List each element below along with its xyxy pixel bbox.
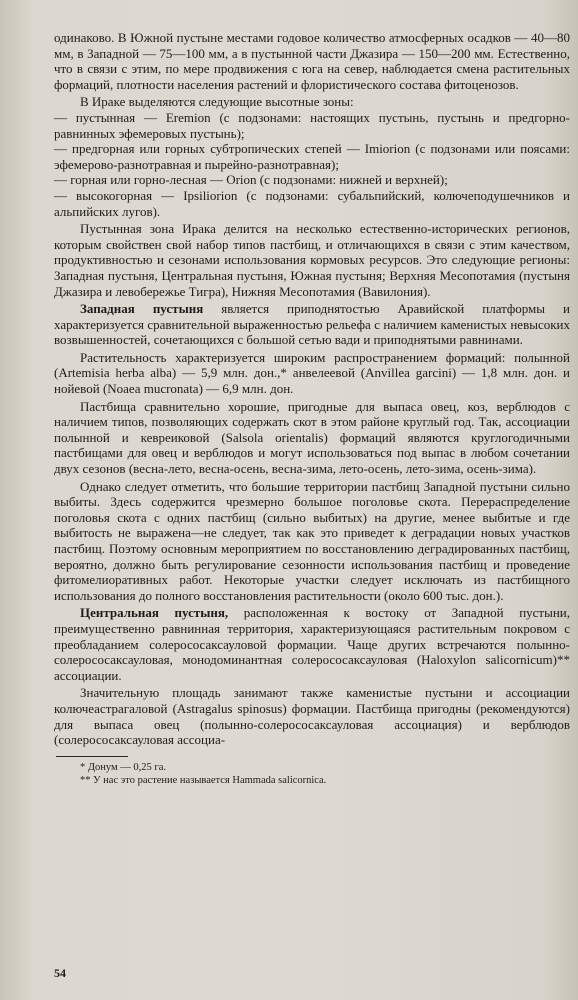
zone-item-desert: — пустынная — Eremion (с подзонами: настоящих пустынь, пустынь и предгорно-равнинных эфемеровых пустынь); [54,109,570,141]
footnote-1: * Донум — 0,25 га. [80,761,167,773]
paragraph-1: одинаково. В Южной пустыне местами годовое количество атмосферных осадков — 40—80 мм, в Западной — 75—100 мм, а в пустынной части Джазира — 150—200 мм. Естественно, что в связи с этим, по мере продвижения с юга на север, наблюдается смена растительных формаций, плотности населения растений и флористического состава фитоценозов. [54,30,570,92]
paragraph-vegetation: Растительность характеризуется широким распространением формаций: полынной (Artemisia herba alba) — 5,9 млн. дон.,* анвелеевой (Anvillea garcini) — 1,8 млн. дон. и нойевой (Noaea mucronata) — 6,9 млн. дон. [54,349,570,397]
paragraph-western-desert [54,301,570,348]
paragraph-stony-deserts: Значительную площадь занимают также каменистые пустыни и ассоциации колючеастрагаловой (Astragalus spinosus) формации. Пастбища пригодны (рекомендуются) для выпаса овец (полынно-солерососаксауловая ассоциация) и верблюдов (солерососаксауловая ассоциа- [54,685,570,748]
heading-central-desert: Центральная пустыня, [80,605,229,621]
western-desert-text: является приподнятостью Аравийской платформы и характеризуется сравнительной выраженностью рельефа с наличием каменистых невысоких возвышенностей, сочетающихся с большой сетью вади и приподнятыми равнинами. [54,301,571,348]
zone-item-mountain: — горная или горно-лесная — Orion (с подзонами: нижней и верхней); [54,172,448,188]
body-text [54,30,570,748]
footnote-rule [56,756,128,757]
central-desert-text: расположенная к востоку от Западной пустыни, преимущественно равнинная территория, характеризующаяся растительным покровом с преобладанием солерососаксауловой формации. Чаще других встречаются полынно-солерососаксауловая, монодоминантная солерососаксауловая (Haloxylon salicornicum)** ассоциации. [54,605,570,683]
paragraph-central-desert [54,605,570,683]
paragraph-zones-intro: В Ираке выделяются следующие высотные зоны: [80,94,354,110]
heading-western-desert: Западная пустыня [80,301,204,317]
zone-item-foothill: — предгорная или горных субтропических степей — Imiorion (с подзонами или поясами: эфемерово-разнотравная и пырейно-разнотравная); [54,141,570,172]
paragraph-overgrazing: Однако следует отметить, что большие территории пастбищ Западной пустыни сильно выбиты. Здесь содержится чрезмерно большое поголовье скота. Перераспределение поголовья скота с одних пастбищ (сильно выбитых) на другие, менее выбитые и где выбитость не выражена—не следует, так как это приведет к деградации новых участков пастбищ. Поэтому основным мероприятием по восстановлению деградированных пастбищ, вероятно, должно быть регулирование сезонности использования пастбищ и проведение фитомелиоративных работ. Некоторые участки следует исключать из пастбищного использования до полного восстановления растительности (около 600 тыс. дон.). [54,478,570,603]
zone-item-highland: — высокогорная — Ipsiliorion (с подзонами: субальпийский, колючеподушечников и альпийских лугов). [54,187,570,219]
footnote-2: ** У нас это растение называется Hammada salicornica. [80,774,327,786]
page-number: 54 [54,966,66,980]
paragraph-pastures: Пастбища сравнительно хорошие, пригодные для выпаса овец, коз, верблюдов с наличием типов, позволяющих содержать скот в этом районе круглый год. Так, ассоциации полынной и кевреиковой (Salsola orientalis) формаций являются круглогодичными пастбищами для овец и верблюдов и могут использоваться под выпас в любом сочетании двух сезонов (весна-лето, весна-осень, весна-зима, лето-осень, лето-зима, осень-зима). [54,398,570,477]
footnotes [54,756,570,787]
paragraph-regions: Пустынная зона Ирака делится на несколько естественно-исторических регионов, которым свойствен свой набор типов пастбищ, и отличающихся в связи с этим качеством, продуктивностью и сезонами использования кормовых ресурсов. Это следующие регионы: Западная пустыня, Центральная пустыня, Южная пустыня; Верхняя Месопотамия (пустыня Джазира и левобережье Тигра), Нижняя Месопотамия (Вавилония). [54,221,570,299]
